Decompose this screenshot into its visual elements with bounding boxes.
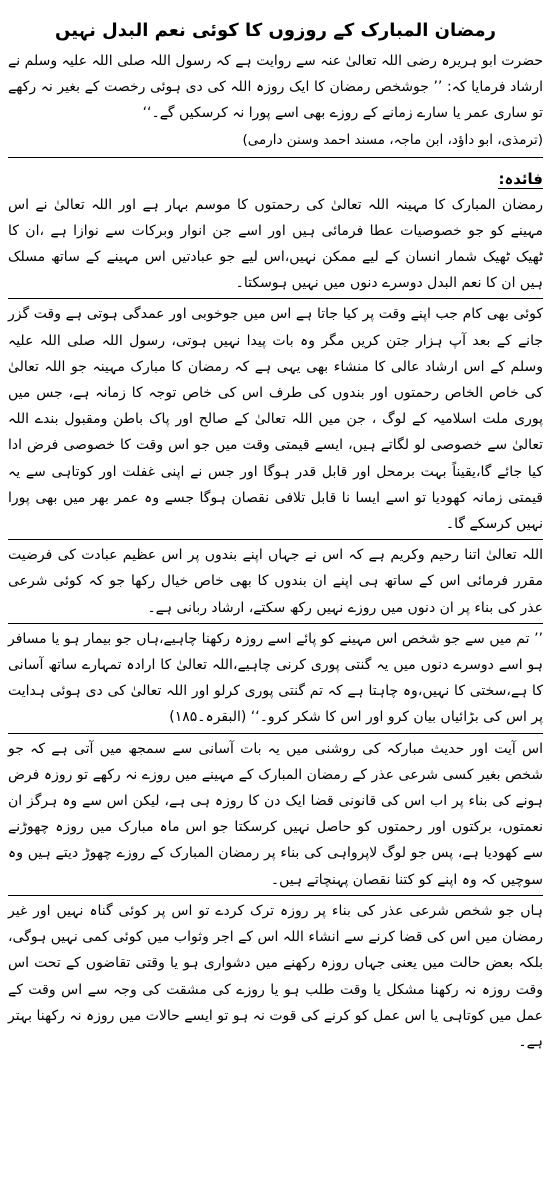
quran-quote-paragraph: ’’ تم میں سے جو شخص اس مہینے کو پائے اسے روزہ رکھنا چاہیے،ہاں جو بیمار ہو یا مسافر ہو اسے دوسرے دنوں میں یہ گنتی پوری کرنی چاہیے،اللہ تعالیٰ کا ارادہ تمہارے ساتھ آسانی کا ہے،سختی کا نہیں،وہ چاہتا ہے کہ تم گنتی پوری کرلو اور اللہ تعالیٰ کی دی ہوئی ہدایت پر اس کی بڑائیاں بیان کرو اور اس کا شکر کرو۔‘‘ (البقرہ۔۱۸۵) xyxy=(8,626,543,734)
fawaid-heading-label: فائدہ: xyxy=(498,169,543,188)
paragraph-2: کوئی بھی کام جب اپنے وقت پر کیا جاتا ہے اس میں جوخوبی اور عمدگی ہوتی ہے وقت گزر جانے کے بعد آپ ہزار جتن کریں مگر وہ بات پیدا نہیں ہوتی، رسول اللہ صلی اللہ علیہ وسلم کے اس ارشاد عالی کا منشاء بھی یہی ہے کہ رمضان کا مبارک مہینہ جو اللہ تعالیٰ کی خاص الخاص رحمتوں اور بندوں کی طرف اس کی خاص توجہ کا زمانہ ہے، جس میں پوری ملت اسلامیہ کے لوگ ، جن میں اللہ تعالیٰ کے صالح اور پاک باطن ومقبول بندے اللہ تعالیٰ سے خصوصی لو لگاتے ہیں، ایسے قیمتی وقت میں جو اس وقت کا خصوصی فرض ادا کیا جائے گا،یقیناً بہت برمحل اور قابل قدر ہوگا اور جس نے اپنی غفلت اور کوتاہی سے یہ قیمتی زمانہ کھودیا تو اسے ایسا نا قابل تلافی نقصان ہوگا جسے وہ عمر بھر میں بھی پورا نہیں کرسکے گا۔ xyxy=(8,301,543,540)
hadith-reference: (ترمذی، ابو داؤد، ابن ماجہ، مسند احمد وسنن دارمی) xyxy=(242,131,543,148)
section-divider xyxy=(8,157,543,158)
page-title: رمضان المبارک کے روزوں کا کوئی نعم البدل نہیں xyxy=(55,20,496,41)
paragraph-3: اللہ تعالیٰ اتنا رحیم وکریم ہے کہ اس نے جہاں اپنے بندوں پر اس عظیم عبادت کی فرضیت مقرر فرمائی اس کے ساتھ ہی اپنے ان بندوں کا بھی خاص خیال رکھا جو کہ کوئی شرعی عذر کی بناء پر ان دنوں میں روزے نہیں رکھ سکتے، ارشاد ربانی ہے۔ xyxy=(8,542,543,624)
paragraph-6: ہاں جو شخص شرعی عذر کی بناء پر روزہ ترک کردے تو اس پر کوئی گناہ نہیں اور غیر رمضان میں اس کی قضا کرنے سے انشاء اللہ اس کے اجر وثواب میں کوئی کمی نہیں ہوگی، بلکہ بعض حالت میں یعنی جہاں روزہ رکھنے میں دشواری ہو یا وقتی تقاضوں کے تحت اس وقت روزہ نہ رکھنا مشکل یا وقت طلب ہو یا روزے کی مشقت کی وجہ سے اس وقت کے عمل میں کوتاہی یا اس عمل کو کرنے کی قوت نہ ہو تو ایسے حالات میں روزہ نہ رکھنا بہتر ہے۔ xyxy=(8,902,543,1050)
paragraph-1: رمضان المبارک کا مہینہ اللہ تعالیٰ کی رحمتوں کا موسم بہار ہے اور اللہ تعالیٰ نے اس مہینے کو جو خصوصیات عطا فرمائی ہیں اور اسے جن انوار وبرکات سے نوازا ہے ،ان کا ٹھیک ٹھیک شمار انسان کے لیے ممکن نہیں،اس لیے جو عبادتیں اس مہینے کے ساتھ مسلک ہیں ان کا نعم البدل دوسرے دنوں میں نہیں ہوسکتا۔ xyxy=(8,192,543,300)
paragraph-5: اس آیت اور حدیث مبارکہ کی روشنی میں یہ بات آسانی سے سمجھ میں آتی ہے کہ جو شخص بغیر کسی شرعی عذر کے رمضان المبارک کے مہینے میں روزے نہ رکھے تو روزہ فرض ہونے کی بناء پر اب اس کی قانونی قضا ایک دن کا روزہ ہی ہے، لیکن اس سے وہ ہرگز ان نعمتوں، برکتوں اور رحمتوں کو حاصل نہیں کرسکتا جو اس ماہ مبارک میں روزہ چھوڑنے سے کھودیا ہے، پس جو لوگ لاپرواہی کی بناء پر رمضان المبارک کے روزے چھوڑ دیتے ہیں وہ سوچیں کہ وہ اپنے کو کتنا نقصان پہنچاتے ہیں۔ xyxy=(8,736,543,896)
fawaid-heading xyxy=(8,168,543,190)
hadith-text: حضرت ابو ہریرہ رضی اللہ تعالیٰ عنہ سے روایت ہے کہ رسول اللہ صلی اللہ علیہ وسلم نے ارشاد فرمایا کہ: ’’ جوشخص رمضان کا ایک روزہ اللہ کی دی ہوئی رخصت کے بغیر نہ رکھے تو ساری عمر یا سارے زمانے کے روزے بھی اسے پورا نہ کرسکیں گے۔‘‘ xyxy=(8,53,543,122)
